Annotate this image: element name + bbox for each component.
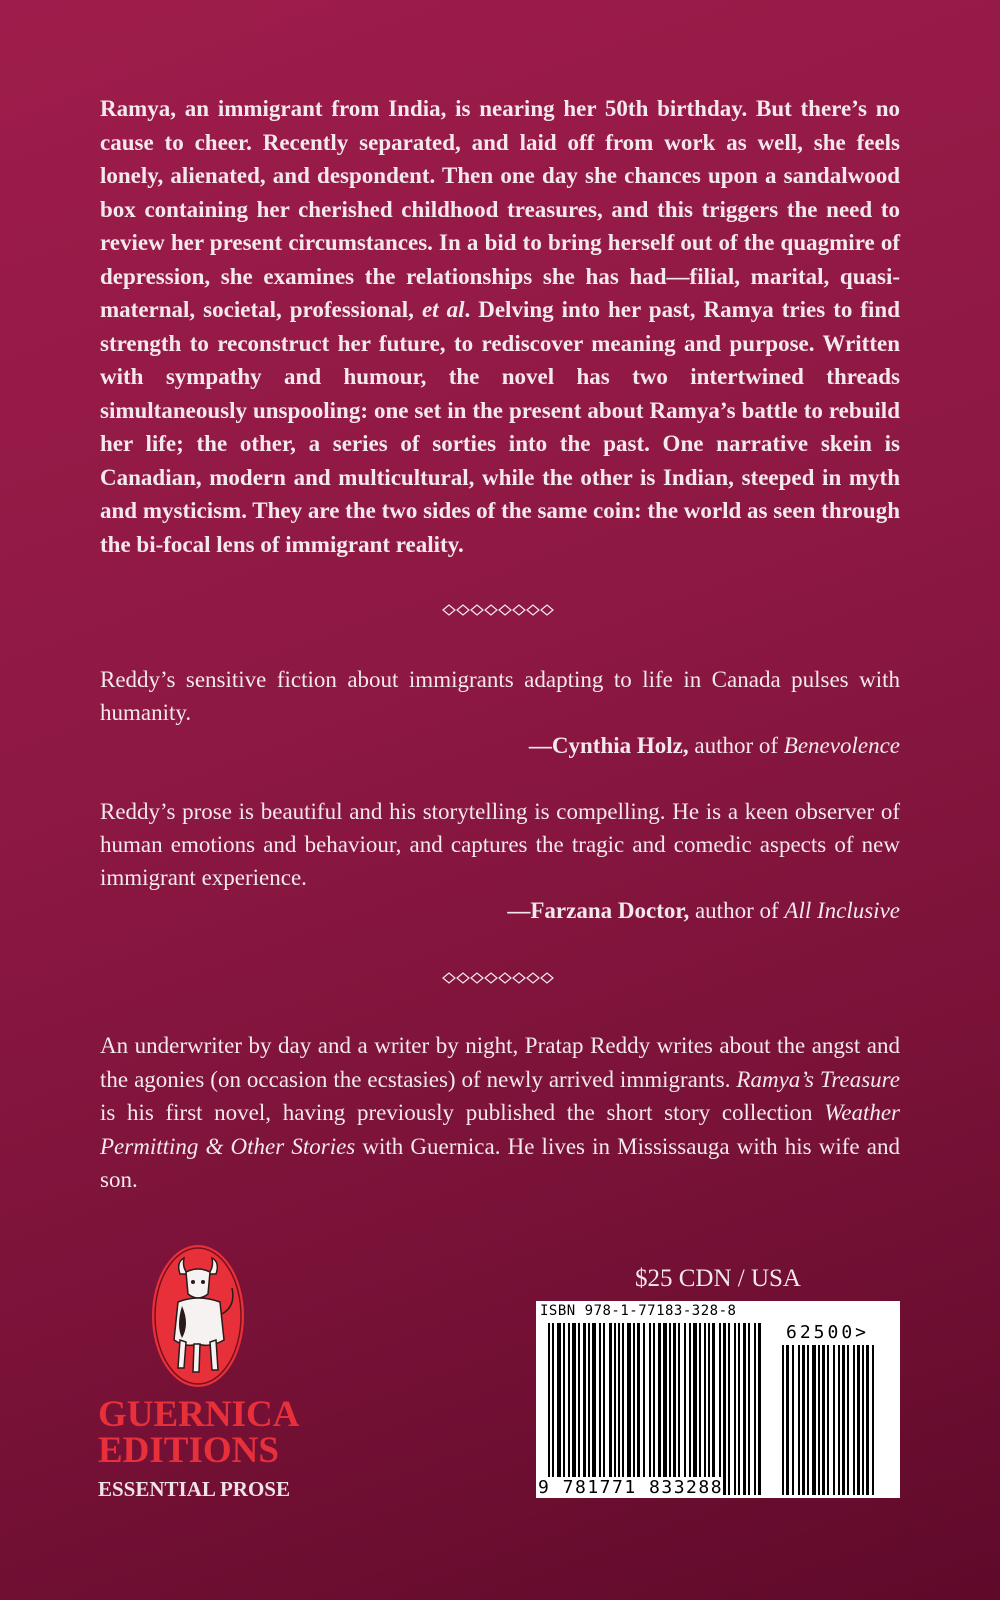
review-quote-2 (100, 795, 900, 927)
barcode-bar (708, 1323, 710, 1495)
publisher-name-line1: GUERNICA (98, 1394, 300, 1435)
barcode-bar (649, 1323, 651, 1495)
barcode-bar (872, 1345, 874, 1495)
barcode-bar (548, 1323, 550, 1495)
barcode-bar (734, 1323, 736, 1495)
barcode-bar (818, 1345, 820, 1495)
barcode-bar (637, 1323, 640, 1495)
review-quote-text: Reddy’s prose is beautiful and his storytelling is compelling. He is a keen observer of human emotions and behaviour, and captures the tragic and comedic aspects of new immigrant experience. (100, 799, 900, 890)
barcode-bar (723, 1323, 726, 1495)
review-attribution: —Cynthia Holz, author of Benevolence (528, 733, 900, 758)
author-bio: An underwriter by day and a writer by night, Pratap Reddy writes about the angst and the agonies (on occasion the ecstasies) of newly arrived immigrants. Ramya’s Treasure is his first novel, having previously published the short story collection Weather Permitting & Other Stories with Guernica. He lives in Mississauga with his wife and son. (100, 1033, 900, 1192)
barcode-bar (622, 1323, 624, 1495)
barcode-bar (728, 1323, 730, 1495)
ornamental-divider (100, 599, 900, 619)
barcode-bar (614, 1323, 616, 1495)
barcode-bar (786, 1345, 789, 1495)
publisher-wordmark (98, 1394, 318, 1503)
barcode-bar (603, 1323, 605, 1495)
addon-barcode-bars (782, 1345, 890, 1495)
barcode-bar (663, 1323, 667, 1495)
barcode-bar (847, 1345, 849, 1495)
barcode-bar (658, 1323, 661, 1495)
barcode-bar (838, 1345, 840, 1495)
barcode-bar (568, 1323, 570, 1495)
barcode-bar (842, 1345, 845, 1495)
isbn-label: ISBN 978-1-77183-328-8 (540, 1303, 737, 1319)
review-quote-1 (100, 663, 900, 762)
publisher-series: ESSENTIAL PROSE (98, 1477, 290, 1501)
barcode-bar (643, 1323, 645, 1495)
diamond-divider-icon (441, 971, 559, 985)
barcode-bar (572, 1323, 576, 1495)
barcode-bar (857, 1345, 860, 1495)
review-quote-text: Reddy’s sensitive fiction about immigrants adapting to life in Canada pulses with humanity. (100, 667, 900, 725)
ean-barcode-bars (548, 1323, 762, 1495)
barcode-bar (678, 1323, 680, 1495)
barcode-bar (592, 1323, 596, 1495)
price-addon-digits: 62500> (786, 1322, 870, 1343)
barcode-bar (693, 1323, 697, 1495)
barcode-bar (758, 1323, 761, 1495)
barcode-bar (669, 1323, 671, 1495)
guernica-bull-logo-icon (98, 1244, 298, 1404)
barcode-bar (653, 1323, 655, 1495)
barcode-bar (578, 1323, 580, 1495)
barcode-bar (802, 1345, 805, 1495)
barcode-bar (827, 1345, 829, 1495)
barcode-bar (866, 1345, 869, 1495)
barcode-bar (738, 1323, 740, 1495)
barcode-bar (743, 1323, 746, 1495)
barcode-bar (618, 1323, 620, 1495)
back-cover-text (100, 92, 900, 1197)
barcode-bar (719, 1323, 721, 1495)
barcode-bar (699, 1323, 701, 1495)
barcode-bar (782, 1345, 784, 1495)
price-label: $25 CDN / USA (635, 1265, 801, 1292)
review-attribution: —Farzana Doctor, author of All Inclusive (507, 898, 900, 923)
barcode-bar (552, 1323, 554, 1495)
barcode-bar (563, 1323, 565, 1495)
barcode-bar (633, 1323, 635, 1495)
barcode-bar (807, 1345, 809, 1495)
isbn-digits: 9 781771 833288 (538, 1477, 724, 1498)
barcode-bar (557, 1323, 561, 1495)
barcode-bar (684, 1323, 686, 1495)
barcode-bar (609, 1323, 612, 1495)
barcode-bar (673, 1323, 676, 1495)
barcode-bar (599, 1323, 601, 1495)
barcode-bar (792, 1345, 794, 1495)
book-blurb: Ramya, an immigrant from India, is nearing her 50th birthday. But there’s no cause to cheer. Recently separated, and laid off from work as well, she feels lonely, alienated, and despondent. Then one day she chances upon a sandalwood box containing her cherished childhood treasures, and this triggers the need to review her present circumstances. In a bid to bring herself out of the quagmire of depression, she examines the relationships she has had—filial, marital, quasi-maternal, societal, professional, et al. Delving into her past, Ramya tries to find strength to reconstruct her future, to rediscover meaning and purpose. Written with sympathy and humour, the novel has two intertwined threads simultaneously unspooling: one set in the present about Ramya’s battle to rebuild her life; the other, a series of sorties into the past. One narrative skein is Canadian, modern and multicultural, while the other is Indian, steeped in myth and mysticism. They are the two sides of the same coin: the world as seen through the bi-focal lens of immigrant reality. (100, 96, 900, 557)
barcode-bar (627, 1323, 631, 1495)
barcode-bar (689, 1323, 691, 1495)
barcode-bar (853, 1345, 855, 1495)
publisher-name-line2: EDITIONS (98, 1430, 279, 1471)
barcode-bar (798, 1345, 800, 1495)
barcode-bar (748, 1323, 750, 1495)
barcode-bar (833, 1345, 835, 1495)
barcode-bar (588, 1323, 590, 1495)
barcode-bar (712, 1323, 715, 1495)
isbn-barcode (536, 1301, 900, 1498)
barcode-bar (862, 1345, 864, 1495)
barcode-bar (704, 1323, 706, 1495)
barcode-bar (822, 1345, 825, 1495)
barcode-bar (754, 1323, 756, 1495)
ornamental-divider (100, 967, 900, 987)
barcode-bar (583, 1323, 586, 1495)
barcode-bar (812, 1345, 816, 1495)
diamond-divider-icon (441, 603, 559, 617)
